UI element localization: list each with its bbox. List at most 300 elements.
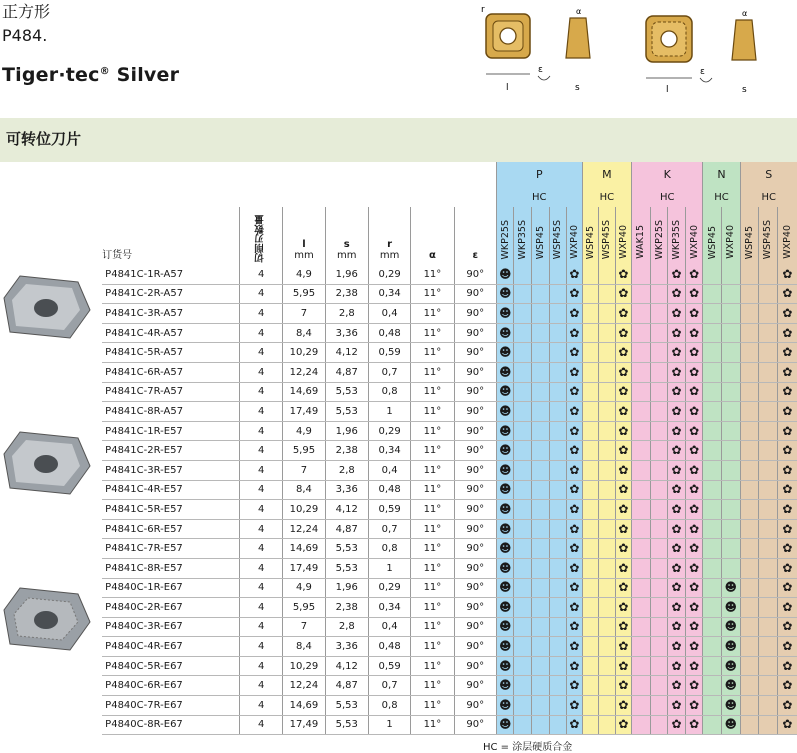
cell-s: 3,36 xyxy=(325,480,368,500)
availability-alt-icon: ✿ xyxy=(569,423,580,438)
availability-alt-icon: ✿ xyxy=(618,658,629,673)
grade-cell-p-wsp45s xyxy=(549,343,567,363)
grade-cell-p-wsp45 xyxy=(532,578,550,598)
availability-alt-icon: ✿ xyxy=(671,619,682,634)
grade-cell-p-wkp35s xyxy=(514,441,532,461)
grade-cell-m-wsp45 xyxy=(582,362,599,382)
grade-cell-p-wkp35s xyxy=(514,676,532,696)
cell-r: 1 xyxy=(368,715,410,735)
grade-cell-n-wxp40 xyxy=(721,402,740,422)
cell-edges: 4 xyxy=(239,696,282,716)
grade-cell-p-wkp25s xyxy=(496,558,514,578)
grade-cell-m-wxp40 xyxy=(615,402,632,422)
availability-alt-icon: ✿ xyxy=(569,384,580,399)
cell-edges: 4 xyxy=(239,637,282,657)
cell-alpha: 11° xyxy=(411,421,454,441)
cell-s: 4,87 xyxy=(325,676,368,696)
availability-alt-icon: ✿ xyxy=(618,345,629,360)
grade-cell-k-wkp25s xyxy=(650,304,668,324)
availability-main-icon: ☻ xyxy=(498,364,512,379)
cell-code: P4840C-5R-E67 xyxy=(102,656,239,676)
grade-cell-k-wxp40 xyxy=(685,421,703,441)
cell-s: 2,38 xyxy=(325,598,368,618)
cell-code: P4840C-1R-E67 xyxy=(102,578,239,598)
cell-s: 2,8 xyxy=(325,460,368,480)
availability-alt-icon: ✿ xyxy=(689,580,700,595)
cell-s: 4,12 xyxy=(325,500,368,520)
brand-name: Tiger·tec xyxy=(2,64,100,86)
grade-cell-k-wak15 xyxy=(632,304,651,324)
grade-cell-s-wsp45s xyxy=(759,460,778,480)
grade-cell-k-wxp40 xyxy=(685,617,703,637)
grade-header-s-wxp40: WXP40 xyxy=(777,207,797,265)
grade-cell-k-wkp35s xyxy=(668,656,686,676)
cell-l: 10,29 xyxy=(283,656,325,676)
cell-s: 1,96 xyxy=(325,421,368,441)
grade-cell-k-wkp25s xyxy=(650,539,668,559)
grade-cell-s-wxp40 xyxy=(777,598,797,618)
table-row xyxy=(0,480,797,500)
grade-cell-n-wxp40 xyxy=(721,519,740,539)
grade-cell-k-wkp25s xyxy=(650,696,668,716)
grade-cell-p-wsp45 xyxy=(532,519,550,539)
cell-eps: 90° xyxy=(454,539,496,559)
grade-cell-k-wkp35s xyxy=(668,362,686,382)
grade-cell-p-wxp40 xyxy=(567,402,583,422)
cell-r: 0,48 xyxy=(368,637,410,657)
grade-cell-k-wkp25s xyxy=(650,441,668,461)
grade-cell-m-wsp45 xyxy=(582,696,599,716)
table-row xyxy=(0,304,797,324)
grade-cell-s-wsp45s xyxy=(759,598,778,618)
availability-main-icon: ☻ xyxy=(498,541,512,556)
table-row xyxy=(0,441,797,461)
grade-cell-k-wxp40 xyxy=(685,696,703,716)
cell-s: 3,36 xyxy=(325,323,368,343)
availability-main-icon: ☻ xyxy=(498,423,512,438)
cell-edges: 4 xyxy=(239,460,282,480)
cell-alpha: 11° xyxy=(411,617,454,637)
cell-s: 1,96 xyxy=(325,265,368,284)
cell-eps: 90° xyxy=(454,421,496,441)
cell-r: 0,34 xyxy=(368,441,410,461)
table-row xyxy=(0,323,797,343)
grade-cell-k-wkp25s xyxy=(650,480,668,500)
grade-cell-p-wsp45s xyxy=(549,715,567,735)
cell-eps: 90° xyxy=(454,598,496,618)
cell-eps: 90° xyxy=(454,676,496,696)
cell-r: 0,8 xyxy=(368,539,410,559)
availability-alt-icon: ✿ xyxy=(689,717,700,732)
availability-alt-icon: ✿ xyxy=(618,443,629,458)
cell-eps: 90° xyxy=(454,343,496,363)
label-eps-2: ε xyxy=(700,67,705,77)
grade-cell-s-wxp40 xyxy=(777,676,797,696)
label-s-2: s xyxy=(742,85,747,95)
grade-cell-k-wkp25s xyxy=(650,598,668,618)
grade-cell-n-wsp45 xyxy=(703,676,722,696)
grade-cell-p-wxp40 xyxy=(567,500,583,520)
cell-l: 7 xyxy=(283,460,325,480)
cell-l: 4,9 xyxy=(283,578,325,598)
grade-cell-s-wsp45s xyxy=(759,382,778,402)
availability-main-icon: ☻ xyxy=(498,560,512,575)
group-m: M xyxy=(582,162,632,187)
cell-code: P4841C-5R-A57 xyxy=(102,343,239,363)
cell-alpha: 11° xyxy=(411,519,454,539)
grade-cell-k-wkp35s xyxy=(668,617,686,637)
insert-hole-2 xyxy=(661,31,677,47)
grade-cell-k-wkp35s xyxy=(668,637,686,657)
grade-cell-p-wsp45 xyxy=(532,480,550,500)
grade-cell-s-wxp40 xyxy=(777,460,797,480)
grade-cell-p-wsp45s xyxy=(549,441,567,461)
group-s-sub: HC xyxy=(740,187,797,207)
cell-l: 5,95 xyxy=(283,284,325,304)
grade-cell-p-wxp40 xyxy=(567,558,583,578)
grade-cell-k-wxp40 xyxy=(685,676,703,696)
cell-alpha: 11° xyxy=(411,284,454,304)
grade-cell-k-wxp40 xyxy=(685,284,703,304)
cell-s: 4,87 xyxy=(325,362,368,382)
availability-alt-icon: ✿ xyxy=(671,501,682,516)
grade-cell-n-wsp45 xyxy=(703,696,722,716)
availability-alt-icon: ✿ xyxy=(569,658,580,673)
cell-eps: 90° xyxy=(454,402,496,422)
grade-cell-k-wkp35s xyxy=(668,519,686,539)
cell-s: 5,53 xyxy=(325,696,368,716)
grade-cell-k-wkp35s xyxy=(668,676,686,696)
cell-alpha: 11° xyxy=(411,343,454,363)
grade-cell-p-wsp45s xyxy=(549,362,567,382)
grade-cell-m-wsp45s xyxy=(599,480,616,500)
grade-cell-s-wxp40 xyxy=(777,656,797,676)
cell-r: 0,8 xyxy=(368,382,410,402)
cell-alpha: 11° xyxy=(411,402,454,422)
grade-cell-k-wkp35s xyxy=(668,382,686,402)
grade-cell-k-wak15 xyxy=(632,519,651,539)
group-s: S xyxy=(740,162,797,187)
availability-alt-icon: ✿ xyxy=(671,443,682,458)
cell-eps: 90° xyxy=(454,382,496,402)
cell-eps: 90° xyxy=(454,656,496,676)
cell-r: 0,29 xyxy=(368,265,410,284)
cell-r: 0,48 xyxy=(368,480,410,500)
availability-main-icon: ☻ xyxy=(724,619,738,634)
grade-cell-s-wsp45s xyxy=(759,715,778,735)
grade-cell-k-wkp25s xyxy=(650,637,668,657)
grade-cell-p-wxp40 xyxy=(567,284,583,304)
grade-cell-s-wsp45s xyxy=(759,304,778,324)
grade-cell-k-wak15 xyxy=(632,676,651,696)
grade-cell-m-wsp45s xyxy=(599,696,616,716)
cell-l: 10,29 xyxy=(283,500,325,520)
availability-main-icon: ☻ xyxy=(724,580,738,595)
cell-s: 5,53 xyxy=(325,558,368,578)
availability-alt-icon: ✿ xyxy=(618,619,629,634)
grade-cell-m-wsp45s xyxy=(599,421,616,441)
grade-cell-n-wxp40 xyxy=(721,558,740,578)
cell-s: 3,36 xyxy=(325,637,368,657)
grade-cell-k-wxp40 xyxy=(685,637,703,657)
label-l-2: l xyxy=(666,85,669,95)
grade-cell-p-wsp45s xyxy=(549,519,567,539)
grade-cell-p-wsp45 xyxy=(532,441,550,461)
grade-cell-p-wkp25s xyxy=(496,343,514,363)
grade-cell-s-wxp40 xyxy=(777,558,797,578)
cell-code: P4841C-8R-E57 xyxy=(102,558,239,578)
table-row xyxy=(0,519,797,539)
grade-cell-m-wsp45 xyxy=(582,480,599,500)
grade-cell-s-wsp45 xyxy=(740,323,759,343)
availability-main-icon: ☻ xyxy=(498,325,512,340)
availability-alt-icon: ✿ xyxy=(569,325,580,340)
grade-cell-p-wsp45 xyxy=(532,421,550,441)
grade-cell-p-wsp45s xyxy=(549,460,567,480)
cell-r: 1 xyxy=(368,558,410,578)
grade-cell-p-wsp45 xyxy=(532,265,550,284)
grade-cell-k-wkp35s xyxy=(668,480,686,500)
availability-alt-icon: ✿ xyxy=(671,541,682,556)
grade-cell-n-wxp40 xyxy=(721,421,740,441)
grade-cell-s-wsp45s xyxy=(759,539,778,559)
insert-diagram-2 xyxy=(638,2,768,102)
grade-cell-k-wkp35s xyxy=(668,304,686,324)
grade-cell-m-wxp40 xyxy=(615,284,632,304)
table-row xyxy=(0,402,797,422)
availability-alt-icon: ✿ xyxy=(671,286,682,301)
availability-alt-icon: ✿ xyxy=(689,325,700,340)
grade-cell-p-wkp25s xyxy=(496,362,514,382)
cell-code: P4841C-2R-E57 xyxy=(102,441,239,461)
grade-cell-p-wkp35s xyxy=(514,265,532,284)
availability-alt-icon: ✿ xyxy=(782,403,793,418)
cell-l: 8,4 xyxy=(283,323,325,343)
availability-alt-icon: ✿ xyxy=(569,580,580,595)
grade-cell-p-wsp45s xyxy=(549,323,567,343)
availability-alt-icon: ✿ xyxy=(689,403,700,418)
grade-cell-p-wkp25s xyxy=(496,696,514,716)
grade-cell-m-wsp45s xyxy=(599,402,616,422)
label-r: r xyxy=(481,5,485,15)
availability-alt-icon: ✿ xyxy=(618,599,629,614)
col-edges: 切削刃数量 xyxy=(239,207,282,265)
grade-cell-k-wkp35s xyxy=(668,500,686,520)
grade-cell-n-wsp45 xyxy=(703,421,722,441)
grade-cell-k-wak15 xyxy=(632,539,651,559)
brand-mark: ® xyxy=(99,66,110,77)
availability-main-icon: ☻ xyxy=(498,482,512,497)
grade-cell-s-wsp45 xyxy=(740,500,759,520)
grade-cell-p-wxp40 xyxy=(567,362,583,382)
grade-cell-m-wsp45 xyxy=(582,656,599,676)
grade-cell-s-wsp45s xyxy=(759,500,778,520)
availability-main-icon: ☻ xyxy=(498,639,512,654)
table-row xyxy=(0,343,797,363)
grade-cell-n-wxp40 xyxy=(721,304,740,324)
cell-eps: 90° xyxy=(454,519,496,539)
cell-alpha: 11° xyxy=(411,696,454,716)
grade-cell-m-wxp40 xyxy=(615,480,632,500)
cell-s: 5,53 xyxy=(325,382,368,402)
grade-cell-p-wsp45 xyxy=(532,402,550,422)
cell-edges: 4 xyxy=(239,382,282,402)
grade-cell-s-wsp45 xyxy=(740,617,759,637)
cell-s: 1,96 xyxy=(325,578,368,598)
grade-cell-m-wxp40 xyxy=(615,421,632,441)
grade-cell-n-wsp45 xyxy=(703,558,722,578)
cell-l: 7 xyxy=(283,617,325,637)
grade-header-m-wsp45: WSP45 xyxy=(582,207,599,265)
grade-cell-k-wak15 xyxy=(632,637,651,657)
grade-cell-p-wsp45 xyxy=(532,539,550,559)
grade-cell-p-wkp35s xyxy=(514,598,532,618)
cell-r: 0,8 xyxy=(368,696,410,716)
table-row xyxy=(0,656,797,676)
availability-alt-icon: ✿ xyxy=(569,639,580,654)
availability-main-icon: ☻ xyxy=(724,678,738,693)
grade-cell-n-wsp45 xyxy=(703,402,722,422)
table-row xyxy=(0,382,797,402)
table-row xyxy=(0,676,797,696)
grade-cell-p-wkp25s xyxy=(496,656,514,676)
grade-cell-k-wak15 xyxy=(632,696,651,716)
grade-cell-m-wxp40 xyxy=(615,676,632,696)
availability-alt-icon: ✿ xyxy=(618,325,629,340)
cell-l: 4,9 xyxy=(283,265,325,284)
grade-cell-p-wsp45s xyxy=(549,539,567,559)
grade-cell-n-wxp40 xyxy=(721,696,740,716)
availability-main-icon: ☻ xyxy=(498,403,512,418)
availability-alt-icon: ✿ xyxy=(618,364,629,379)
availability-alt-icon: ✿ xyxy=(782,678,793,693)
availability-alt-icon: ✿ xyxy=(569,521,580,536)
grade-cell-n-wxp40 xyxy=(721,362,740,382)
cell-l: 14,69 xyxy=(283,382,325,402)
page-title-code: P484. xyxy=(2,26,48,45)
grade-cell-p-wxp40 xyxy=(567,441,583,461)
grade-cell-s-wxp40 xyxy=(777,421,797,441)
cell-code: P4841C-7R-E57 xyxy=(102,539,239,559)
grade-cell-n-wxp40 xyxy=(721,578,740,598)
availability-alt-icon: ✿ xyxy=(671,717,682,732)
availability-alt-icon: ✿ xyxy=(689,443,700,458)
grade-cell-p-wkp25s xyxy=(496,265,514,284)
grade-cell-p-wkp25s xyxy=(496,382,514,402)
grade-header-k-wxp40: WXP40 xyxy=(685,207,703,265)
availability-main-icon: ☻ xyxy=(498,462,512,477)
grade-cell-s-wsp45s xyxy=(759,656,778,676)
cell-edges: 4 xyxy=(239,441,282,461)
grade-cell-k-wxp40 xyxy=(685,715,703,735)
grade-cell-p-wsp45 xyxy=(532,598,550,618)
grade-cell-n-wxp40 xyxy=(721,676,740,696)
grade-cell-p-wxp40 xyxy=(567,343,583,363)
grade-cell-m-wsp45s xyxy=(599,323,616,343)
grade-cell-s-wsp45 xyxy=(740,676,759,696)
grade-cell-k-wxp40 xyxy=(685,558,703,578)
grade-cell-m-wsp45 xyxy=(582,598,599,618)
availability-alt-icon: ✿ xyxy=(671,305,682,320)
grade-cell-n-wxp40 xyxy=(721,656,740,676)
availability-alt-icon: ✿ xyxy=(671,639,682,654)
grade-cell-p-wkp35s xyxy=(514,460,532,480)
availability-alt-icon: ✿ xyxy=(689,423,700,438)
grade-header-m-wsp45s: WSP45S xyxy=(599,207,616,265)
table-row xyxy=(0,265,797,284)
grade-cell-k-wkp35s xyxy=(668,578,686,598)
grade-cell-n-wxp40 xyxy=(721,460,740,480)
grade-cell-m-wsp45 xyxy=(582,441,599,461)
availability-alt-icon: ✿ xyxy=(618,678,629,693)
grade-cell-p-wsp45s xyxy=(549,598,567,618)
grade-cell-p-wkp25s xyxy=(496,323,514,343)
cell-edges: 4 xyxy=(239,421,282,441)
cell-edges: 4 xyxy=(239,480,282,500)
cell-edges: 4 xyxy=(239,362,282,382)
availability-alt-icon: ✿ xyxy=(689,560,700,575)
availability-alt-icon: ✿ xyxy=(618,286,629,301)
grade-cell-m-wxp40 xyxy=(615,656,632,676)
availability-alt-icon: ✿ xyxy=(671,364,682,379)
availability-main-icon: ☻ xyxy=(498,717,512,732)
availability-alt-icon: ✿ xyxy=(618,639,629,654)
grade-cell-n-wxp40 xyxy=(721,265,740,284)
cell-l: 5,95 xyxy=(283,441,325,461)
group-n: N xyxy=(703,162,740,187)
cell-r: 0,34 xyxy=(368,284,410,304)
grade-cell-k-wxp40 xyxy=(685,382,703,402)
availability-alt-icon: ✿ xyxy=(671,384,682,399)
cell-l: 12,24 xyxy=(283,362,325,382)
availability-alt-icon: ✿ xyxy=(689,462,700,477)
grade-cell-m-wxp40 xyxy=(615,696,632,716)
grade-cell-m-wsp45 xyxy=(582,460,599,480)
grade-cell-p-wkp35s xyxy=(514,402,532,422)
grade-cell-m-wxp40 xyxy=(615,460,632,480)
cell-alpha: 11° xyxy=(411,558,454,578)
availability-alt-icon: ✿ xyxy=(671,325,682,340)
grade-cell-n-wxp40 xyxy=(721,637,740,657)
grade-cell-k-wak15 xyxy=(632,421,651,441)
grade-cell-s-wsp45 xyxy=(740,265,759,284)
cell-edges: 4 xyxy=(239,265,282,284)
availability-alt-icon: ✿ xyxy=(782,599,793,614)
grade-cell-s-wxp40 xyxy=(777,362,797,382)
grade-cell-k-wak15 xyxy=(632,715,651,735)
cell-l: 17,49 xyxy=(283,402,325,422)
availability-alt-icon: ✿ xyxy=(618,541,629,556)
grade-cell-p-wsp45s xyxy=(549,676,567,696)
grade-cell-n-wsp45 xyxy=(703,715,722,735)
cell-r: 0,7 xyxy=(368,519,410,539)
availability-alt-icon: ✿ xyxy=(569,286,580,301)
grade-cell-n-wsp45 xyxy=(703,500,722,520)
grade-cell-p-wxp40 xyxy=(567,382,583,402)
grade-cell-p-wkp35s xyxy=(514,500,532,520)
grade-cell-n-wsp45 xyxy=(703,598,722,618)
availability-alt-icon: ✿ xyxy=(569,462,580,477)
cell-alpha: 11° xyxy=(411,656,454,676)
cell-alpha: 11° xyxy=(411,637,454,657)
grade-cell-s-wsp45 xyxy=(740,343,759,363)
availability-alt-icon: ✿ xyxy=(689,482,700,497)
grade-cell-p-wxp40 xyxy=(567,460,583,480)
grade-cell-s-wxp40 xyxy=(777,617,797,637)
grade-cell-p-wsp45s xyxy=(549,637,567,657)
col-eps: ε xyxy=(454,207,496,265)
availability-main-icon: ☻ xyxy=(724,717,738,732)
